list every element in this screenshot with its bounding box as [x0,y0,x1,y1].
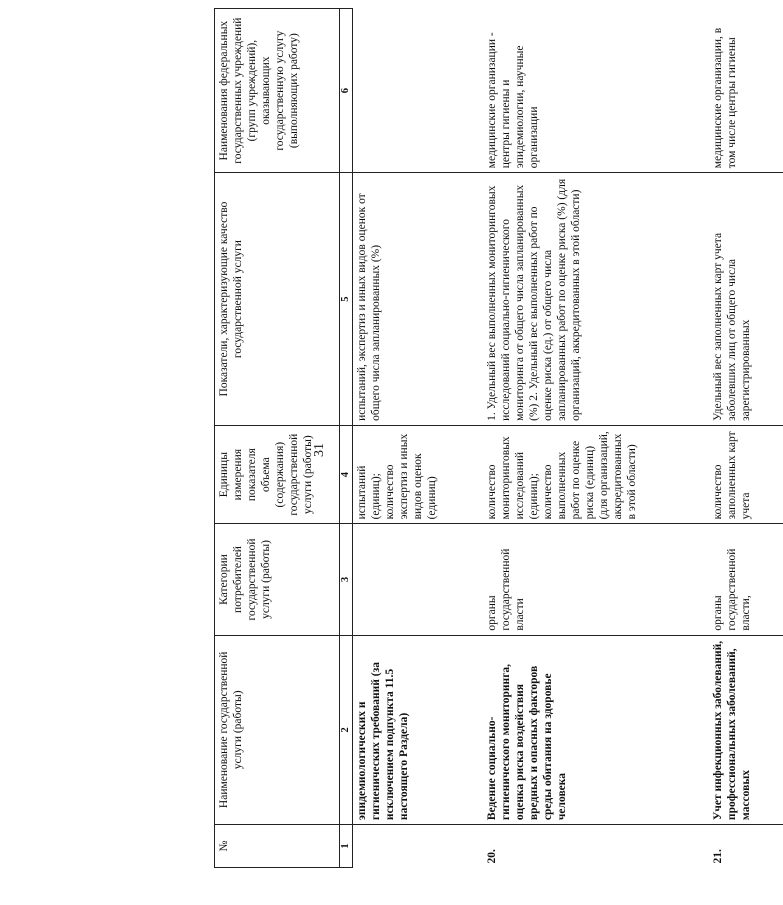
column-number: 6 [340,9,353,173]
table-row [697,9,783,868]
header-units: Единицы измерения показателя объема (содержания) государственной услуги (работы) [215,425,340,524]
column-number: 3 [340,524,353,635]
consumers: органы государственной власти [467,524,697,635]
column-number: 5 [340,173,353,426]
table-row [353,9,468,868]
institutions: медицинские организации, в том числе центры гигиены [697,9,783,173]
quality: испытаний, экспертиз и иных видов оценок от общего числа запланированных (%) [353,173,468,426]
services-table-rotated [214,8,752,868]
header-consumers: Категории потребителей государственной услуги (работы) [215,524,340,635]
table-header-row [215,9,340,868]
column-number: 4 [340,425,353,524]
header-number: № [215,825,340,868]
header-service-name: Наименование государственной услуги (работы) [215,635,340,824]
services-table [214,8,783,868]
consumers [353,524,468,635]
column-number: 2 [340,635,353,824]
units: количество заполненных карт учета [697,425,783,524]
row-number: 20. [467,825,697,868]
quality: Удельный вес заполненных карт учета заболевших лиц от общего числа зарегистрированных [697,173,783,426]
table-row [467,9,697,868]
column-number: 1 [340,825,353,868]
units: испытаний (единиц); количество экспертиз и иных видов оценок (единиц) [353,425,468,524]
service-name: Ведение социально-гигиенического мониторинга, оценка риска воздействия вредных и опасных факторов среды обитания на здоровье человека [467,635,697,824]
column-numbers-row [340,9,353,868]
row-number [353,825,468,868]
row-number: 21. [697,825,783,868]
service-name: эпидемиологических и гигиенических требований (за исключением подпункта 11.5 настоящего Раздела) [353,635,468,824]
institutions: медицинские организации - центры гигиены и эпидемиологии, научные организации [467,9,697,173]
quality: 1. Удельный вес выполненных мониторинговых исследований социально-гигиенического мониторинга от общего числа запланированных (%) 2. Удельный вес выполненных работ по оценке риска (ед.) от общего числа запланированных работ по оценке риска (%) (для организаций, аккредитованных в этой области) [467,173,697,426]
consumers: органы государственной власти, [697,524,783,635]
service-name: Учет инфекционных заболеваний, профессиональных заболеваний, массовых [697,635,783,824]
header-quality: Показатели, характеризующие качество государственной услуги [215,173,340,426]
institutions [353,9,468,173]
header-institutions: Наименования федеральных государственных учреждений (групп учреждений), оказывающих государственную услугу (выполняющих работу) [215,9,340,173]
units: количество мониторинговых исследований (единиц); количество выполненных работ по оценке риска (единиц) (для организаций, аккредитованных в этой области) [467,425,697,524]
page-number: 31 [312,443,327,457]
